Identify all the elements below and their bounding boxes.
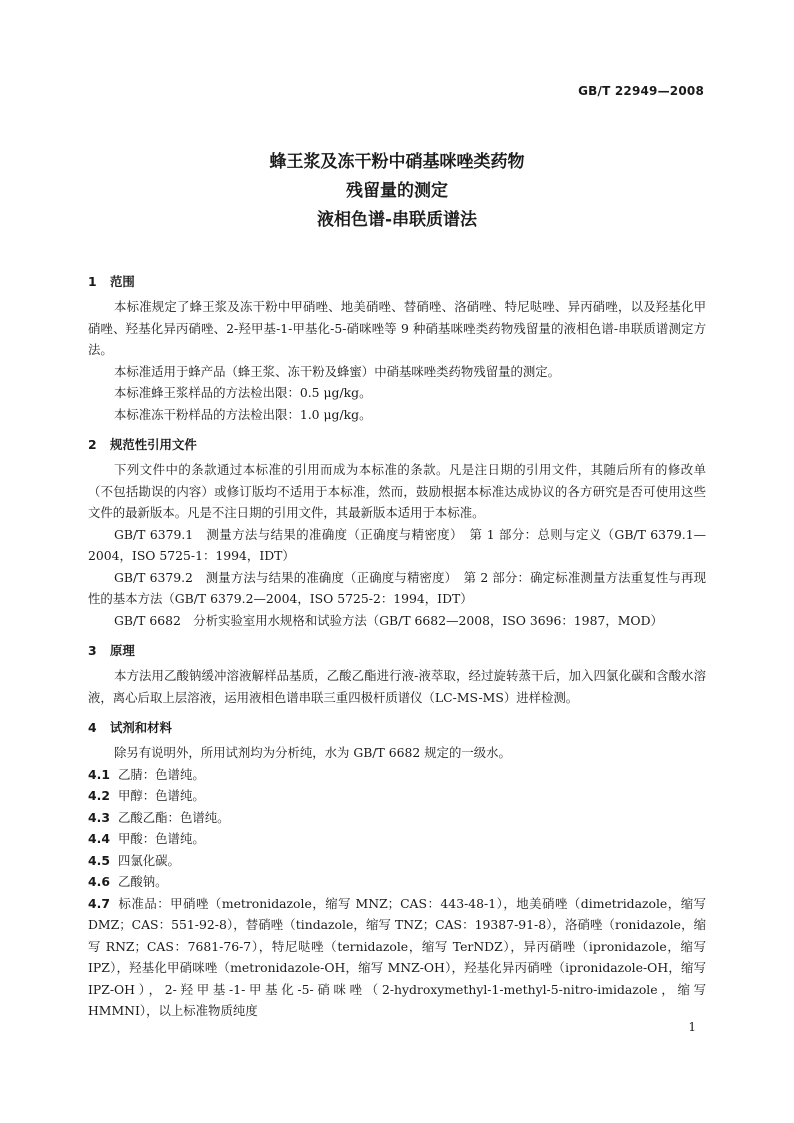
item-number: 4.1 [88, 766, 110, 782]
item-text: 乙酸钠。 [118, 874, 168, 889]
reference-item: GB/T 6379.1 测量方法与结果的准确度（正确度与精密度） 第 1 部分：总则与定义（GB/T 6379.1—2004，ISO 5725-1：1994，IDT） [88, 526, 706, 563]
document-body [88, 272, 706, 1022]
section-1-heading [88, 272, 706, 292]
section-3-heading [88, 641, 706, 661]
item-number: 4.6 [88, 874, 110, 889]
item-number: 4.4 [88, 831, 110, 846]
principle-paragraph: 本方法用乙酸钠缓冲溶液解样品基质，乙酸乙酯进行液-液萃取，经过旋转蒸干后，加入四氯化碳和含酸水溶液，离心后取上层溶液，运用液相色谱串联三重四极杆质谱仪（LC-MS-MS）进样检测。 [88, 668, 706, 705]
item-text: 甲酸：色谱纯。 [118, 831, 205, 846]
scope-detection-limit-royal-jelly: 本标准蜂王浆样品的方法检出限：0.5 μg/kg。 [114, 385, 372, 400]
scope-applicability: 本标准适用于蜂产品（蜂王浆、冻干粉及蜂蜜）中硝基咪唑类药物残留量的测定。 [114, 363, 561, 379]
references-intro: 下列文件中的条款通过本标准的引用而成为本标准的条款。凡是注日期的引用文件，其随后所有的修改单（不包括勘误的内容）或修订版均不适用于本标准，然而，鼓励根据本标准达成协议的各方研究是否可使用这些文件的最新版本。凡是不注日期的引用文件，其最新版本适用于本标准。 [88, 462, 706, 520]
item-number: 4.2 [88, 788, 110, 803]
reagent-item [88, 871, 706, 893]
section-title: 规范性引用文件 [110, 437, 197, 452]
reagents-intro: 除另有说明外，所用试剂均为分析纯，水为 GB/T 6682 规定的一级水。 [114, 745, 511, 760]
reagent-item [88, 764, 706, 786]
title-line-3: 液相色谱-串联质谱法 [316, 210, 478, 230]
section-number: 1 [88, 274, 97, 289]
reagent-item [88, 807, 706, 829]
reagent-item [88, 785, 706, 807]
item-text: 甲醇：色谱纯。 [118, 788, 205, 803]
item-number: 4.3 [88, 809, 110, 825]
item-text: 四氯化碳。 [118, 852, 180, 868]
section-number: 4 [88, 720, 97, 735]
item-text: 乙酸乙酯：色谱纯。 [118, 809, 230, 825]
title-line-2: 残留量的测定 [346, 181, 448, 201]
reference-item: GB/T 6682 分析实验室用水规格和试验方法（GB/T 6682—2008，ISO 3696：1987，MOD） [114, 612, 663, 628]
section-title: 原理 [110, 643, 135, 658]
section-number: 3 [88, 643, 97, 658]
section-4-heading [88, 718, 706, 738]
scope-paragraph: 本标准规定了蜂王浆及冻干粉中甲硝唑、地美硝唑、替硝唑、洛硝唑、特尼哒唑、异丙硝唑，以及羟基化甲硝唑、羟基化异丙硝唑、2-羟甲基-1-甲基化-5-硝咪唑等 9 种硝基咪唑类药物残留量的液相色谱-串联质谱测定方法。 [88, 299, 706, 357]
reference-item: GB/T 6379.2 测量方法与结果的准确度（正确度与精密度） 第 2 部分：确定标准测量方法重复性与再现性的基本方法（GB/T 6379.2—2004，ISO 5725-2：1994，IDT） [88, 569, 706, 606]
item-number: 4.7 [88, 895, 110, 911]
document-title [0, 148, 794, 235]
section-2-heading [88, 435, 706, 455]
scope-detection-limit-powder: 本标准冻干粉样品的方法检出限：1.0 μg/kg。 [114, 406, 372, 422]
section-title: 范围 [110, 274, 135, 289]
page-number: 1 [688, 1020, 696, 1034]
standard-number: GB/T 22949—2008 [578, 84, 704, 98]
section-number: 2 [88, 437, 97, 452]
reagent-item-standards [88, 893, 706, 1022]
reagent-item [88, 828, 706, 850]
item-text: 标准品：甲硝唑（metronidazole，缩写 MNZ；CAS：443-48-1），地美硝唑（dimetridazole，缩写 DMZ；CAS：551-92-8），替硝唑（tindazole，缩写 TNZ；CAS：19387-91-8），洛硝唑（ronidazole，缩写 RNZ；CAS：7681-76-7），特尼哒唑（ternidazole，缩写 TerNDZ），异丙硝唑（ipronidazole，缩写 IPZ），羟基化甲硝咪唑（metronidazole-OH，缩写 MNZ-OH），羟基化异丙硝唑（ipronidazole-OH，缩写 IPZ-OH），2-羟甲基-1-甲基化-5-硝咪唑（2-hydroxymethyl-1-methyl-5-nitro-imidazole，缩写 HMMNI），以上标准物质纯度 [88, 895, 706, 1018]
reagent-item [88, 850, 706, 872]
item-number: 4.5 [88, 852, 110, 868]
item-text: 乙腈：色谱纯。 [118, 766, 205, 782]
section-title: 试剂和材料 [110, 720, 172, 735]
title-line-1: 蜂王浆及冻干粉中硝基咪唑类药物 [269, 152, 525, 172]
